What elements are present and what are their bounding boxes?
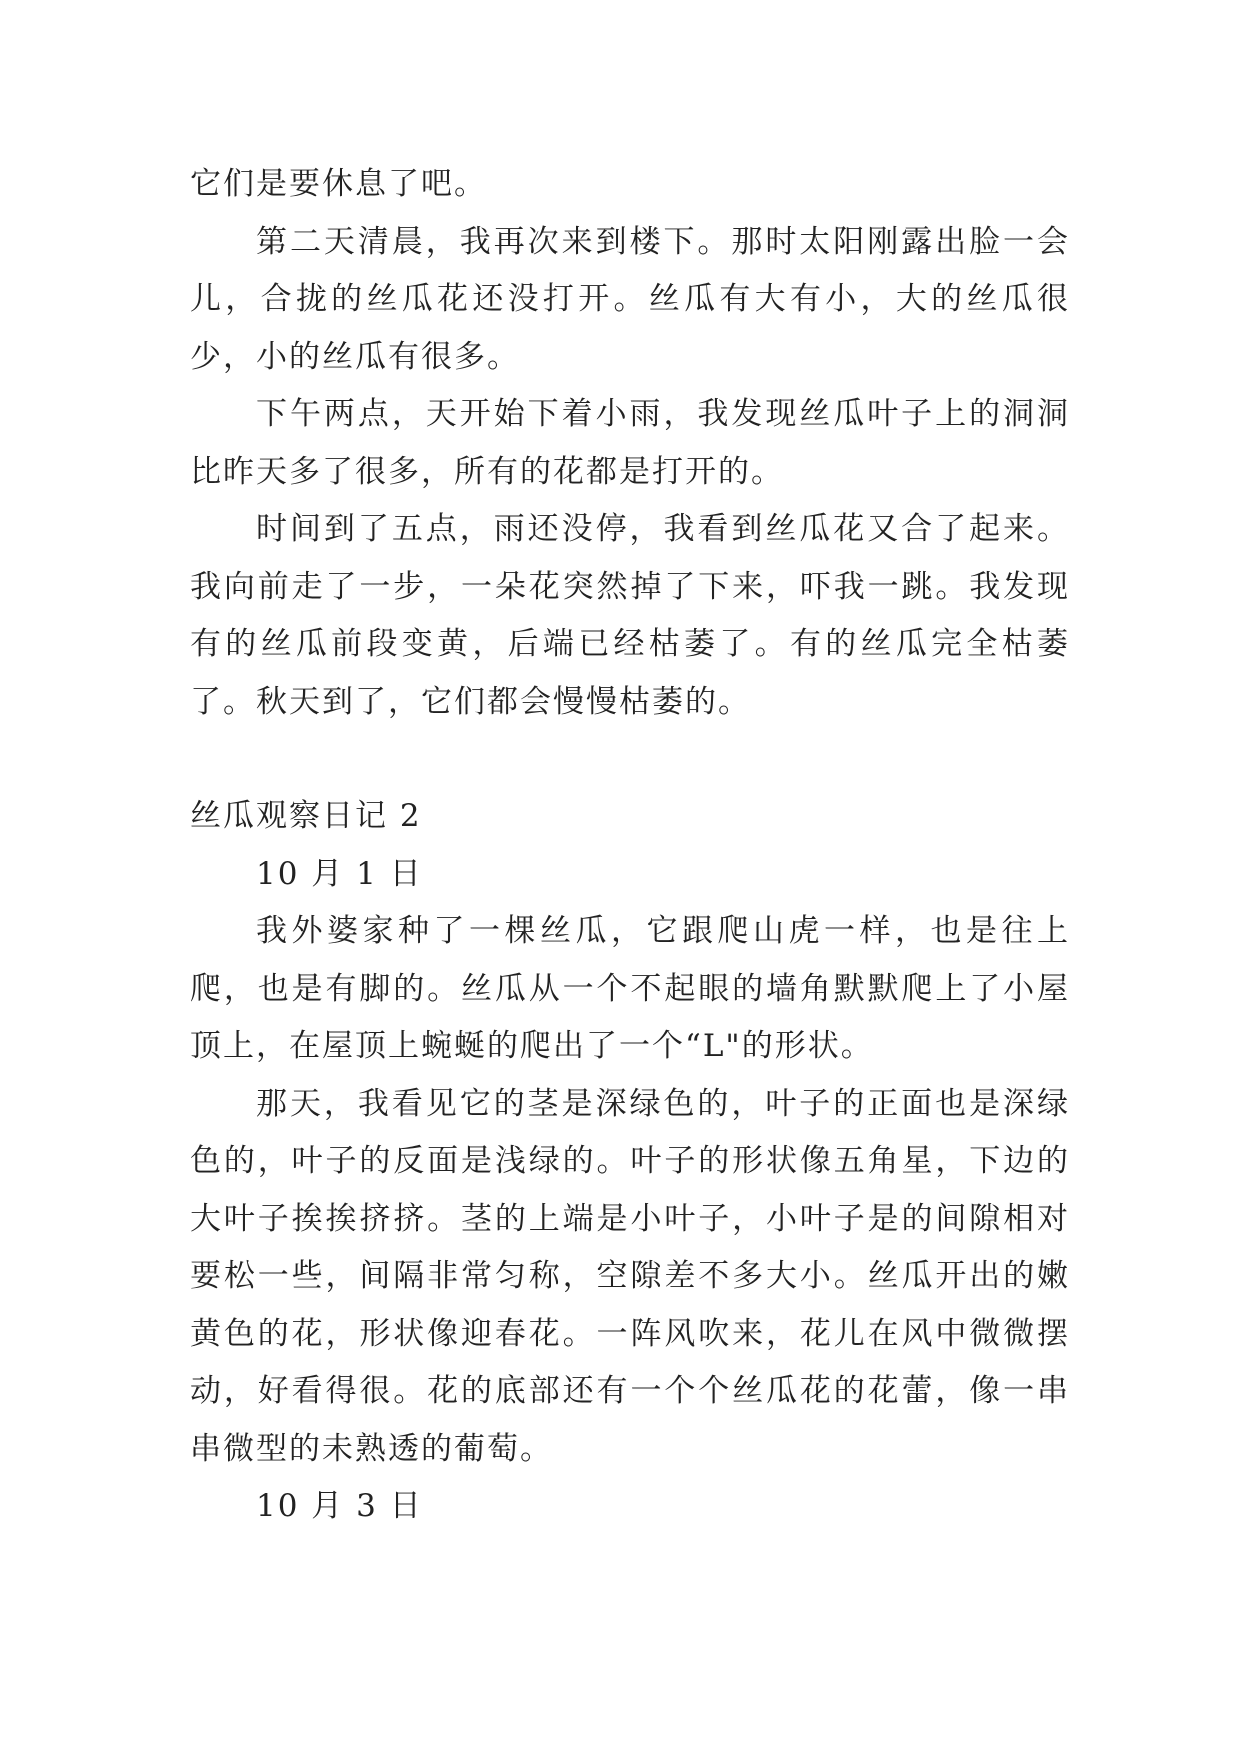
entry-paragraph: 我外婆家种了一棵丝瓜，它跟爬山虎一样，也是往上爬，也是有脚的。丝瓜从一个不起眼的墙角默默爬上了小屋顶上，在屋顶上蜿蜒的爬出了一个“L"的形状。: [190, 913, 1070, 1064]
paragraph-continuation: 它们是要休息了吧。: [190, 166, 487, 202]
section-gap: [190, 731, 1070, 788]
paragraph-evening: 时间到了五点，雨还没停，我看到丝瓜花又合了起来。我向前走了一步，一朵花突然掉了下来，吓我一跳。我发现有的丝瓜前段变黄，后端已经枯萎了。有的丝瓜完全枯萎了。秋天到了，它们都会慢慢枯萎的。: [190, 511, 1070, 720]
paragraph-afternoon: 下午两点，天开始下着小雨，我发现丝瓜叶子上的洞洞比昨天多了很多，所有的花都是打开的。: [190, 396, 1070, 490]
entry-date: 10 月 1 日: [256, 855, 423, 892]
paragraph-morning: 第二天清晨，我再次来到楼下。那时太阳刚露出脸一会儿，合拢的丝瓜花还没打开。丝瓜有大有小，大的丝瓜很少，小的丝瓜有很多。: [190, 223, 1070, 375]
document-body: [190, 156, 1070, 1536]
entry-date: 10 月 3 日: [256, 1488, 423, 1524]
section-title: 丝瓜观察日记 2: [190, 798, 422, 834]
entry-paragraph: 那天，我看见它的茎是深绿色的，叶子的正面也是深绿色的，叶子的反面是浅绿的。叶子的形状像五角星，下边的大叶子挨挨挤挤。茎的上端是小叶子，小叶子是的间隙相对要松一些，间隔非常匀称，空隙差不多大小。丝瓜开出的嫩黄色的花，形状像迎春花。一阵风吹来，花儿在风中微微摆动，好看得很。花的底部还有一个个丝瓜花的花蕾，像一串串微型的未熟透的葡萄。: [190, 1085, 1070, 1467]
